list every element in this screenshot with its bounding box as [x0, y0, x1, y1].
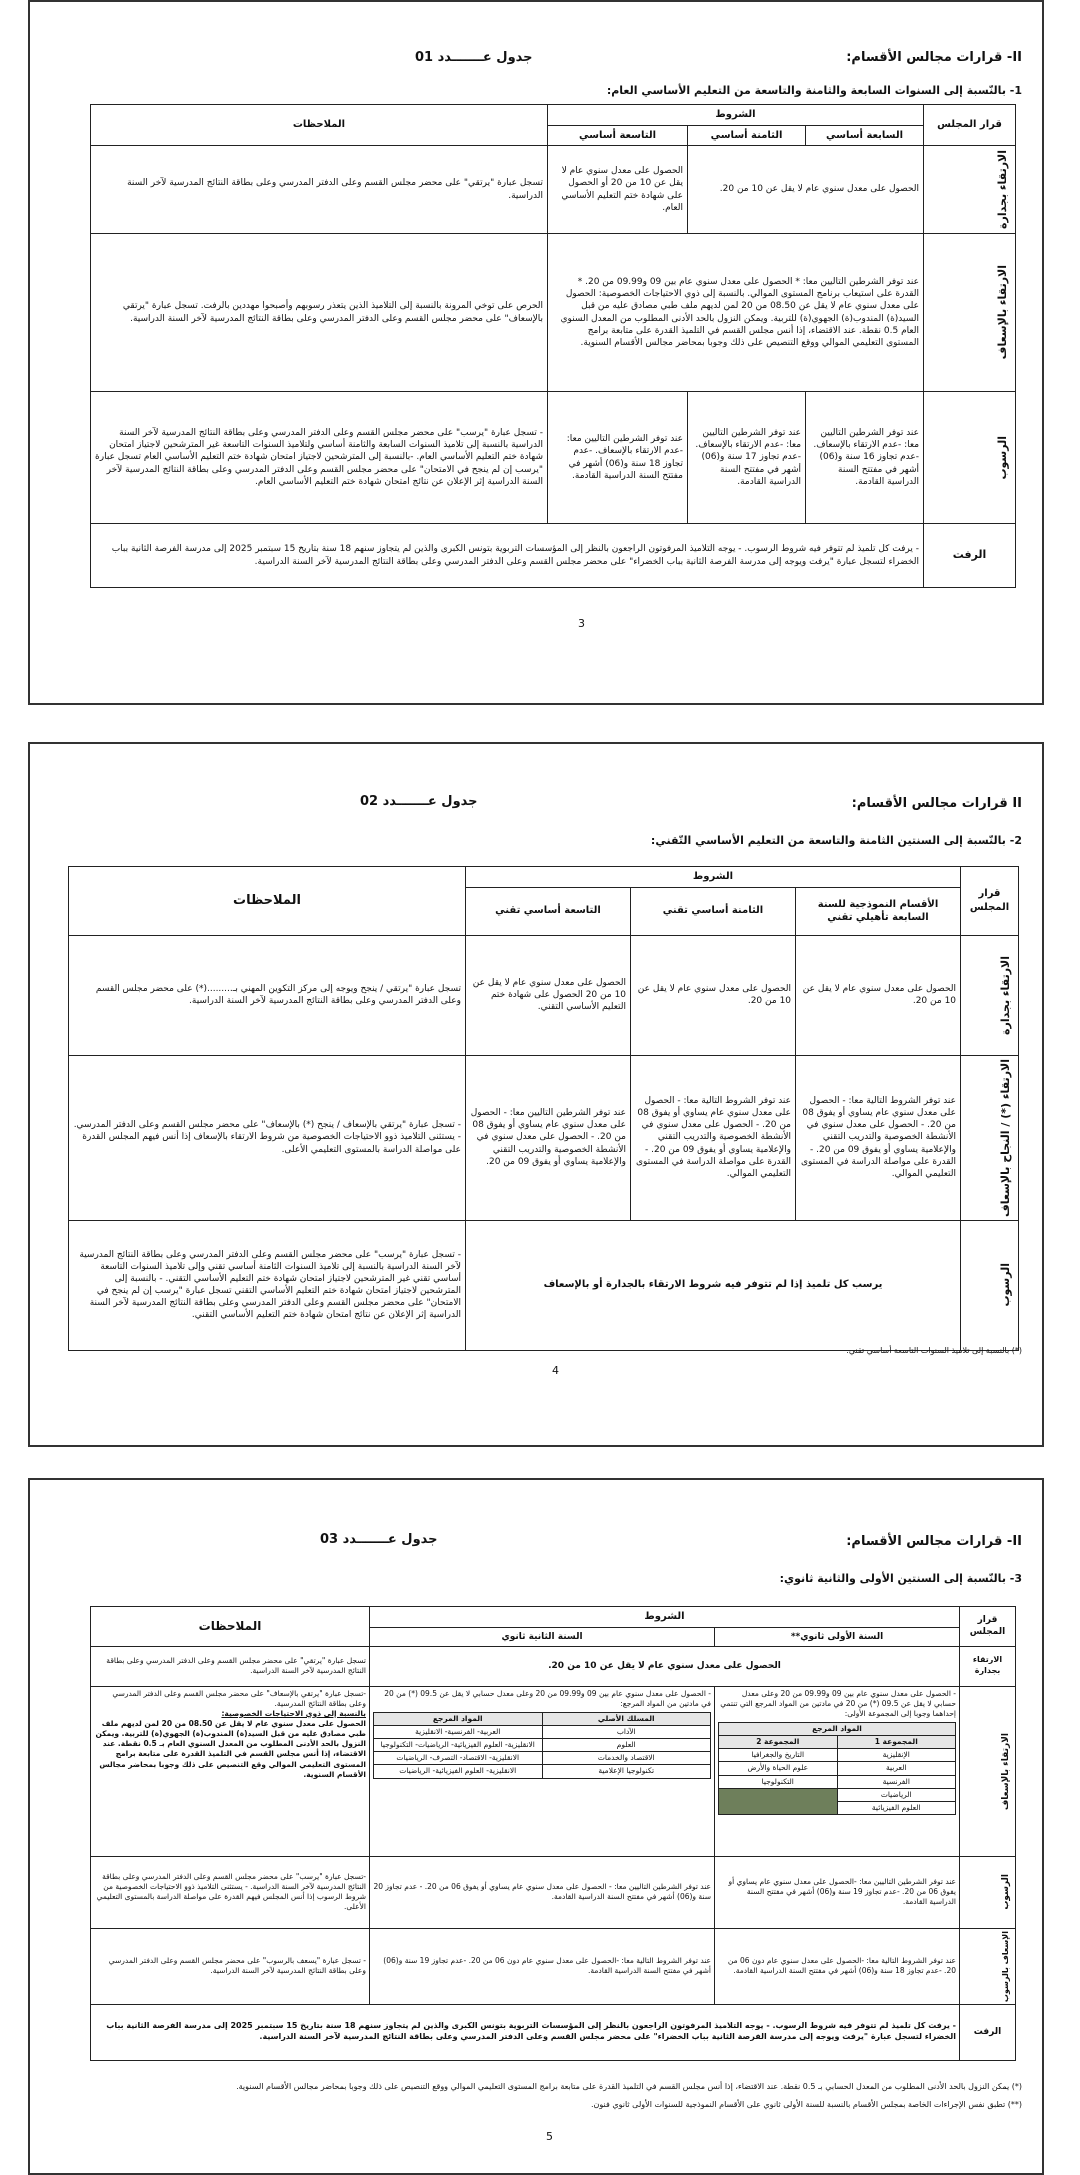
- header-conditions: الشروط: [370, 1607, 960, 1628]
- cell-repeat-y7: عند توفر الشرطين التاليين معا: -عدم الارتقاء بالإسعاف. -عدم تجاوز 16 سنة و(06) أشهر في مفتتح السنة الدراسية القادمة.: [806, 392, 924, 524]
- cell-merit-conditions: الحصول على معدل سنوي عام لا يقل عن 10 من 20.: [370, 1646, 960, 1686]
- cell-repeat-notes: -تسجل عبارة "يرسب" على محضر مجلس القسم وعلى الدفتر المدرسي وعلى بطاقة النتائج المدرسية لآخر السنة الدراسية. - يستثنى التلاميذ ذوو الاحتياجات الخصوصية من شروط الرسوب إذا أنس المجلس فيهم القدرة على مواصلة الدراسة بالمستوى التعليمي الأعلى.: [91, 1856, 370, 1928]
- header-notes: الملاحظات: [69, 867, 466, 936]
- cell-repeat-y1: عند توفر الشرطين التاليين معا: -الحصول على معدل سنوي عام يساوي أو يفوق 06 من 20. -عدم تجاوز 19 سنة و(06) أشهر في مفتتح السنة الدراسية القادمة.: [715, 1856, 960, 1928]
- cell-assist-notes: الحرص على توخي المرونة بالنسبة إلى التلاميذ الذين يتعذر رسوبهم وأصبحوا مهددين بالرفت. تسجل عبارة "يرتقي بالإسعاف" على محضر مجلس القسم وعلى الدفتر المدرسي وعلى بطاقة النتائج المدرسية لآخر السنة الدراسية.: [91, 234, 548, 392]
- section-title: II قرارات مجالس الأقسام:: [851, 796, 1022, 811]
- decisions-table-2: [68, 866, 1019, 1351]
- cell-assist-y7: عند توفر الشروط التالية معا: - الحصول على معدل سنوي عام يساوي أو يفوق 08 من 20. - الحصول على معدل سنوي في الأنشطة الخصوصية والتدريب التقني والإعلامية يساوي أو يفوق 09 من 20. - القدرة على مواصلة الدراسة في المستوى التعليمي الموالي.: [796, 1055, 961, 1220]
- cell-repeat-notes: - تسجل عبارة "يرسب" على محضر مجلس القسم وعلى الدفتر المدرسي وعلى بطاقة النتائج المدرسية لآخر السنة الدراسية بالنسبة إلى تلاميذ السنوات السابعة والثامنة أساسي ولتلاميذ السنوات التاسعة غير المترشحين لاجتياز امتحان شهادة ختم التعليم الأساسي العام. -بالنسبة إلى المترشحين لاجتياز امتحان شهادة ختم التعليم الأساسي العام تسجل عبارة "يرسب إن لم ينجح في الامتحان" على محضر مجلس القسم وعلى الدفتر المدرسي وعلى بطاقة النتائج المدرسية لآخر السنة الدراسية إثر الإعلان عن نتائج امتحان شهادة ختم التعليم الأساسي العام.: [91, 392, 548, 524]
- ref-cell: العربية: [837, 1762, 956, 1775]
- row-label-assist: الارتقاء (*) / النجاح بالإسعاف: [999, 1058, 1013, 1217]
- header-year-8: الثامنة أساسي تقني: [631, 887, 796, 935]
- cell-repeat-y8: عند توفر الشرطين التاليين معا: -عدم الارتقاء بالإسعاف. -عدم تجاوز 17 سنة و(06) أشهر في مفتتح السنة الدراسية القادمة.: [688, 392, 806, 524]
- page-number: 5: [546, 2130, 553, 2143]
- shaded-cell: [719, 1788, 838, 1814]
- ref-cell: الانقليزية- العلوم الفيزيائية- الرياضيات: [374, 1765, 543, 1778]
- table-subtitle: 1- بالنّسبة إلى السنوات السابعة والثامنة والتاسعة من التعليم الأساسي العام:: [606, 84, 1022, 97]
- ref-cell: الفرنسية: [837, 1775, 956, 1788]
- header-year-2: السنة الثانية ثانوي: [370, 1627, 715, 1646]
- ref-cell: تكنولوجيا الإعلامية: [542, 1765, 711, 1778]
- table-subtitle: 3- بالنّسبة إلى السنتين الأولى والثانية ثانوي:: [779, 1572, 1022, 1585]
- document-page-1: [28, 0, 1044, 705]
- section-title: II- قرارات مجالس الأقسام:: [846, 1534, 1022, 1549]
- cell-assist-notes: - تسجل عبارة "يرتقي بالإسعاف / ينجح (*) بالإسعاف" على محضر مجلس القسم وعلى الدفتر المدرسي. - يستثنى التلاميذ ذوو الاحتياجات الخصوصية من شروط الارتقاء بالإسعاف إذا أنس فيهم المجلس القدرة على مواصلة الدراسة بالمستوى التعليمي الأعلى.: [69, 1055, 466, 1220]
- assist-y2-text: - الحصول على معدل سنوي عام بين 09 و09.99 من 20 وعلى معدل حسابي لا يقل عن 09.5 (*) من 20 في مادتين من المواد المرجع:: [384, 1688, 711, 1708]
- row-label-merit: الارتقاء بجدارة: [996, 150, 1010, 229]
- row-label-repeat: الرسوب: [996, 435, 1010, 480]
- row-label-repeat: الرسوب: [1000, 1874, 1011, 1910]
- ref-table-head: المواد المرجع: [719, 1723, 956, 1736]
- branch-head: المسلك الأصلي: [542, 1712, 711, 1725]
- reference-subjects-table-y1: [718, 1722, 956, 1815]
- header-conditions: الشروط: [466, 867, 961, 888]
- cell-dismiss-text: - يرفت كل تلميذ لم تتوفر فيه شروط الرسوب. - يوجه التلاميذ المرفوتون الراجعون بالنظر إلى المؤسسات التربوية بتونس الكبرى والذين لم يتجاوز سنهم 18 سنة بتاريخ 15 سبتمبر 2025 إلى مدرسة الفرصة الثانية بباب الخضراء لتسجل عبارة "يرفت ويوجه إلى مدرسة الفرصة الثانية بباب الخضراء" على محضر مجلس القسم وعلى الدفتر المدرسي وعلى بطاقة النتائج المدرسية لآخر السنة الدراسية.: [91, 524, 924, 588]
- decisions-table-1: [90, 104, 1016, 588]
- assist-notes-text: -تسجل عبارة "يرتقي بالإسعاف" على محضر مجلس القسم وعلى الدفتر المدرسي وعلى بطاقة النتائج المدرسية.: [112, 1688, 366, 1708]
- ref-cell: العربية- الفرنسية- الانقليزية: [374, 1726, 543, 1739]
- ref-cell: الآداب: [542, 1726, 711, 1739]
- row-label-assist: الارتقاء بالإسعاف: [1000, 1732, 1011, 1810]
- cell-assist-repeat-notes: - تسجل عبارة "يسعف بالرسوب" على محضر مجلس القسم وعلى الدفتر المدرسي وعلى بطاقة النتائج المدرسية لآخر السنة الدراسية.: [91, 1928, 370, 2004]
- assist-y1-text: - الحصول على معدل سنوي عام بين 09 و09.99 من 20 وعلى معدل حسابي لا يقل عن 09.5 (*) من 20 في مادتين من المواد المرجع التي تنتمي إحداهما وجوبا إلى المجموعة الأولى:: [720, 1688, 956, 1718]
- page-number: 4: [552, 1364, 559, 1377]
- cell-merit-y7: الحصول على معدل سنوي عام لا يقل عن 10 من 20.: [796, 935, 961, 1055]
- footnote: (*) بالنسبة إلى تلاميذ السنوات التاسعة أساسي تقني.: [846, 1346, 1022, 1355]
- page-number: 3: [578, 617, 585, 630]
- row-label-repeat: الرسوب: [999, 1263, 1013, 1307]
- cell-assist-y8: عند توفر الشروط التالية معا: - الحصول على معدل سنوي عام يساوي أو يفوق 08 من 20. - الحصول على معدل سنوي في الأنشطة الخصوصية والتدريب التقني والإعلامية يساوي أو يفوق 09 من 20. - القدرة على مواصلة الدراسة في المستوى التعليمي الموالي.: [631, 1055, 796, 1220]
- table-label: جدول عـــــــدد 02: [360, 794, 478, 809]
- ref-cell: الانقليزية- العلوم الفيزيائية- الرياضيات- التكنولوجيا: [374, 1739, 543, 1752]
- cell-merit-notes: تسجل عبارة "يرتقي" على محضر مجلس القسم وعلى الدفتر المدرسي وعلى بطاقة النتائج المدرسية لآخر السنة الدراسية.: [91, 1646, 370, 1686]
- header-year-1: السنة الأولى ثانوي**: [715, 1627, 960, 1646]
- cell-assist-notes: [91, 1686, 370, 1856]
- header-year-8: الثامنة أساسي: [688, 125, 806, 146]
- header-year-9: التاسعة أساسي تقني: [466, 887, 631, 935]
- special-needs-text: الحصول على معدل سنوي عام لا يقل عن 08.50 من 20 لمن لديهم ملف طبي مصادق عليه من قبل السيد(ة) المندوب(ة) الجهوي(ة) للتربية. ويمكن النزول بالحد الأدنى المطلوب من المعدل السنوي العام بـ 0.5 نقطة. عند الاقتضاء، إذا أنس مجلس القسم في التلميذ القدرة على متابعة برامج المستوى التعليمي الموالي وقع التنصيص على ذلك وجوبا بمحاضر مجالس الأقسام السنوية.: [95, 1719, 366, 1779]
- header-decision: قرار المجلس: [924, 105, 1016, 146]
- document-page-2: [28, 742, 1044, 1447]
- header-decision: قرار المجلس: [961, 867, 1019, 936]
- ref-head: المواد المرجع: [374, 1712, 543, 1725]
- ref-cell: علوم الحياة والأرض: [719, 1762, 838, 1775]
- cell-dismiss-text: - يرفت كل تلميذ لم تتوفر فيه شروط الرسوب. - يوجه التلاميذ المرفوتون الراجعون بالنظر إلى المؤسسات التربوية بتونس الكبرى والذين لم يتجاوز سنهم 18 سنة بتاريخ 15 سبتمبر 2025 إلى مدرسة الفرصة الثانية بباب الخضراء لتسجل عبارة "يرفت ويوجه إلى مدرسة الفرصة الثانية بباب الخضراء" على محضر مجلس القسم وعلى الدفتر المدرسي وعلى بطاقة النتائج المدرسية لآخر السنة الدراسية.: [91, 2004, 960, 2060]
- header-decision: قرار المجلس: [960, 1607, 1016, 1647]
- cell-assist-y1: [715, 1686, 960, 1856]
- row-label-dismiss: الرفت: [960, 2004, 1016, 2060]
- special-needs-title: بالنسبة إلى ذوي الاحتياجات الخصوصية:: [221, 1708, 366, 1718]
- header-year-7: السابعة أساسي: [806, 125, 924, 146]
- cell-assist-y2: [370, 1686, 715, 1856]
- cell-assist-y9: عند توفر الشرطين التاليين معا: - الحصول على معدل سنوي عام يساوي أو يفوق 08 من 20. - الحصول على معدل سنوي في الأنشطة الخصوصية والتدريب التقني والإعلامية يساوي أو يفوق 09 من 20.: [466, 1055, 631, 1220]
- row-label-assist-repeat: الإسعاف بالرسوب: [1001, 1930, 1011, 2002]
- cell-merit-y9: الحصول على معدل سنوي عام لا يقل عن 10 من 20 الحصول على شهادة ختم التعليم الأساسي التقني.: [466, 935, 631, 1055]
- cell-assist-conditions: عند توفر الشرطين التاليين معا: * الحصول على معدل سنوي عام بين 09 و09.99 من 20. * القدرة على استيعاب برنامج المستوى الموالي. بالنسبة إلى ذوي الاحتياجات الخصوصية: الحصول على معدل سنوي عام لا يقل عن 08.50 من 20 لمن لديهم ملف طبي مصادق عليه من قبل السيد(ة) المندوب(ة) الجهوي(ة) للتربية. ويمكن النزول بالحد الأدنى المطلوب من المعدل السنوي العام 0.5 نقطة. عند الاقتضاء، إذا أنس مجلس القسم في التلميذ القدرة على متابعة برامج المستوى التعليمي الموالي ووقع التنصيص على ذلك وجوبا بمحاضر مجالس الأقسام السنوية.: [548, 234, 924, 392]
- decisions-table-3: [90, 1606, 1016, 2061]
- ref-cell: العلوم الفيزيائية: [837, 1801, 956, 1814]
- cell-merit-y9: الحصول على معدل سنوي عام لا يقل عن 10 من 20 أو الحصول على شهادة ختم التعليم الأساسي العام.: [548, 146, 688, 234]
- cell-repeat-conditions: يرسب كل تلميذ إذا لم تتوفر فيه شروط الارتقاء بالجدارة أو بالإسعاف: [466, 1220, 961, 1350]
- ref-cell: الرياضيات: [837, 1788, 956, 1801]
- cell-assist-repeat-y2: عند توفر الشروط التالية معا: -الحصول على معدل سنوي عام دون 06 من 20. -عدم تجاوز 19 سنة و(06) أشهر في مفتتح السنة الدراسية القادمة.: [370, 1928, 715, 2004]
- row-label-merit: الارتقاء بجدارة: [999, 955, 1013, 1035]
- header-year-9: التاسعة أساسي: [548, 125, 688, 146]
- table-subtitle: 2- بالنّسبة إلى السنتين الثامنة والتاسعة من التعليم الأساسي التّقني:: [650, 834, 1022, 847]
- ref-cell: التاريخ والجغرافيا: [719, 1749, 838, 1762]
- header-notes: الملاحظات: [91, 105, 548, 146]
- cell-repeat-notes: - تسجل عبارة "يرسب" على محضر مجلس القسم وعلى الدفتر المدرسي وعلى بطاقة النتائج المدرسية لآخر السنة الدراسية بالنسبة إلى تلاميذ السنوات الثامنة أساسي تقني وإلى تلاميذ السنوات التاسعة أساسي تقني غير المترشحين لاجتياز امتحان شهادة ختم التعليم الأساسي التقني. - بالنسبة إلى المترشحين لاجتياز امتحان شهادة ختم التعليم الأساسي التقني تسجل عبارة "يرسب إن لم ينجح في الامتحان" على محضر مجلس القسم وعلى الدفتر المدرسي وعلى بطاقة النتائج المدرسية لآخر السنة الدراسية إثر الإعلان عن نتائج امتحان شهادة ختم التعليم الأساسي التقني.: [69, 1220, 466, 1350]
- group-2-head: المجموعة 2: [719, 1736, 838, 1749]
- ref-cell: الاقتصاد والخدمات: [542, 1752, 711, 1765]
- ref-cell: العلوم: [542, 1739, 711, 1752]
- footnote-2: (**) تطبق نفس الإجراءات الخاصة بمجلس الأقسام بالنسبة للسنة الأولى ثانوي على الأقسام النموذجية للسنوات الأولى ثانوي فنون.: [591, 2100, 1022, 2109]
- reference-subjects-table-y2: [373, 1712, 711, 1779]
- ref-cell: الانقليزية- الاقتصاد- التصرف- الرياضيات: [374, 1752, 543, 1765]
- header-conditions: الشروط: [548, 105, 924, 126]
- cell-merit-notes: تسجل عبارة "يرتقي" على محضر مجلس القسم وعلى الدفتر المدرسي وعلى بطاقة النتائج المدرسية لآخر السنة الدراسية.: [91, 146, 548, 234]
- group-1-head: المجموعة 1: [837, 1736, 956, 1749]
- header-year-7: الأقسام النموذجية للسنة السابعة تأهيلي تقني: [796, 887, 961, 935]
- cell-merit-y8: الحصول على معدل سنوي عام لا يقل عن 10 من 20.: [631, 935, 796, 1055]
- row-label-merit: الارتقاء بجدارة: [960, 1646, 1016, 1686]
- ref-cell: التكنولوجيا: [719, 1775, 838, 1788]
- table-label: جدول عـــــــدد 03: [320, 1532, 438, 1547]
- cell-repeat-y2: عند توفر الشرطين التاليين معا: - الحصول على معدل سنوي عام يساوي أو يفوق 06 من 20. - عدم تجاوز 20 سنة و(06) أشهر في مفتتح السنة الدراسية القادمة.: [370, 1856, 715, 1928]
- header-notes: الملاحظات: [91, 1607, 370, 1647]
- section-title: II- قرارات مجالس الأقسام:: [846, 50, 1022, 65]
- document-page-3: [28, 1478, 1044, 2175]
- cell-assist-repeat-y1: عند توفر الشروط التالية معا: -الحصول على معدل سنوي عام دون 06 من 20. -عدم تجاوز 18 سنة و(06) أشهر في مفتتح السنة الدراسية القادمة.: [715, 1928, 960, 2004]
- cell-repeat-y9: عند توفر الشرطين التاليين معا: -عدم الارتقاء بالإسعاف. -عدم تجاوز 18 سنة و(06) أشهر في مفتتح السنة الدراسية القادمة.: [548, 392, 688, 524]
- row-label-assist: الارتقاء بالإسعاف: [996, 265, 1010, 360]
- cell-merit-y78: الحصول على معدل سنوي عام لا يقل عن 10 من 20.: [688, 146, 924, 234]
- ref-cell: الإنقليزية: [837, 1749, 956, 1762]
- table-label: جدول عـــــــدد 01: [415, 50, 533, 65]
- cell-merit-notes: تسجل عبارة "يرتقي / ينجح ويوجه إلى مركز التكوين المهني بـ.........(*) على محضر مجلس القسم وعلى الدفتر المدرسي وعلى بطاقة النتائج المدرسية لآخر السنة الدراسية.: [69, 935, 466, 1055]
- row-label-dismiss: الرفت: [924, 524, 1016, 588]
- footnote-1: (*) يمكن النزول بالحد الأدنى المطلوب من المعدل الحسابي بـ 0.5 نقطة. عند الاقتضاء، إذا أنس مجلس القسم في التلميذ القدرة على متابعة برامج المستوى التعليمي الموالي ووقع التنصيص على ذلك وجوبا بمحاضر مجالس الأقسام السنوية.: [236, 2082, 1022, 2091]
